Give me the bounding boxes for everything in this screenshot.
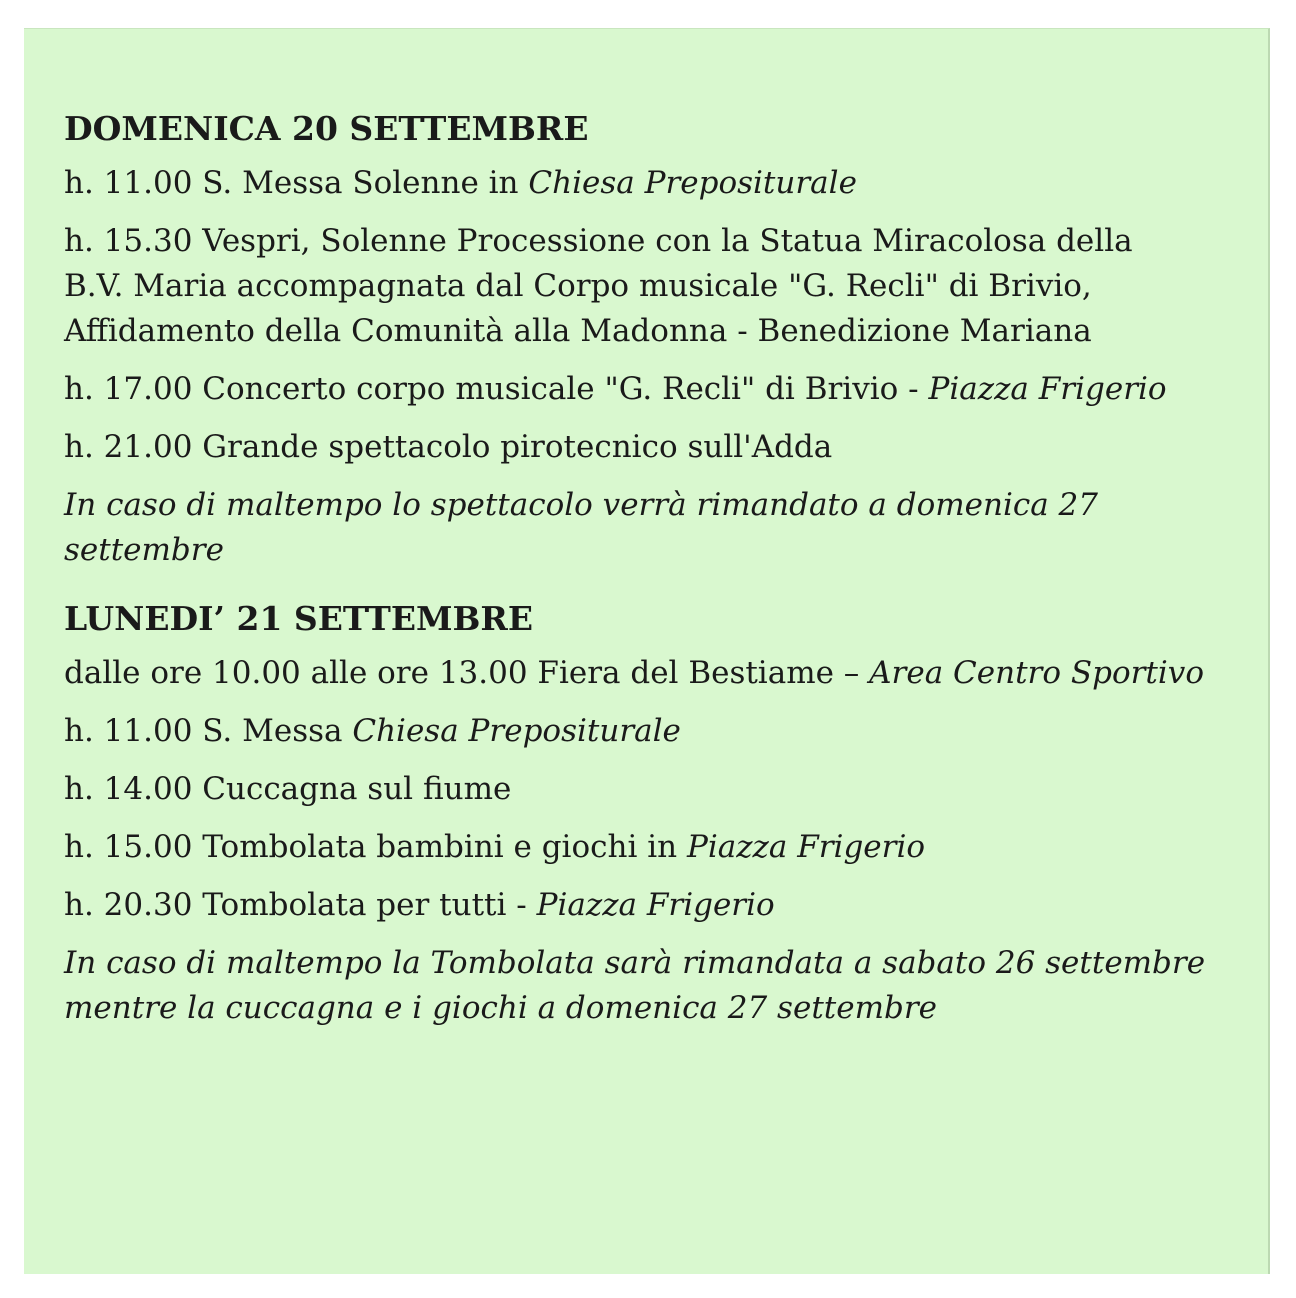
weather-note-line: mentre la cuccagna e i giochi a domenica 27 settembre xyxy=(64,990,937,1026)
day-heading-sunday: DOMENICA 20 SETTEMBRE xyxy=(64,109,589,148)
event-item xyxy=(64,161,1254,206)
event-text: h. 17.00 Concerto corpo musicale "G. Recli" di Brivio - xyxy=(64,371,929,407)
event-item xyxy=(64,825,1254,870)
event-place: Area Centro Sportivo xyxy=(869,655,1204,691)
event-text: h. 20.30 Tombolata per tutti - xyxy=(64,887,537,923)
event-text-line: B.V. Maria accompagnata dal Corpo musicale "G. Recli" di Brivio, xyxy=(64,268,1092,304)
event-text: dalle ore 10.00 alle ore 13.00 Fiera del Bestiame – xyxy=(64,655,870,691)
weather-note-line: In caso di maltempo la Tombolata sarà rimandata a sabato 26 settembre xyxy=(64,945,1206,981)
weather-note xyxy=(64,483,1254,573)
event-text-line: h. 15.30 Vespri, Solenne Processione con la Statua Miracolosa della xyxy=(64,223,1133,259)
program-content xyxy=(64,107,1254,1031)
event-text: h. 11.00 S. Messa xyxy=(64,713,353,749)
event-place: Piazza Frigerio xyxy=(928,371,1167,407)
event-place: Piazza Frigerio xyxy=(686,829,926,865)
section-divider xyxy=(64,573,1254,597)
weather-note xyxy=(64,941,1254,1031)
event-text: h. 11.00 S. Messa Solenne in xyxy=(64,165,529,201)
event-item xyxy=(64,767,1254,812)
event-text: h. 21.00 Grande spettacolo pirotecnico sull'Adda xyxy=(64,429,833,465)
event-item xyxy=(64,651,1254,696)
event-item xyxy=(64,709,1254,754)
event-item xyxy=(64,219,1254,354)
event-text-line: Affidamento della Comunità alla Madonna - Benedizione Mariana xyxy=(64,313,1092,349)
weather-note-line: In caso di maltempo lo spettacolo verrà rimandato a domenica 27 settembre xyxy=(64,487,1099,568)
day-heading-monday: LUNEDI’ 21 SETTEMBRE xyxy=(64,599,534,638)
event-text: h. 14.00 Cuccagna sul fiume xyxy=(64,771,512,807)
event-item xyxy=(64,425,1254,470)
event-place: Chiesa Prepositurale xyxy=(528,165,857,201)
event-item xyxy=(64,883,1254,928)
event-place: Piazza Frigerio xyxy=(536,887,775,923)
event-place: Chiesa Prepositurale xyxy=(352,713,681,749)
program-panel xyxy=(24,28,1270,1274)
event-text: h. 15.00 Tombolata bambini e giochi in xyxy=(64,829,687,865)
event-item xyxy=(64,367,1254,412)
